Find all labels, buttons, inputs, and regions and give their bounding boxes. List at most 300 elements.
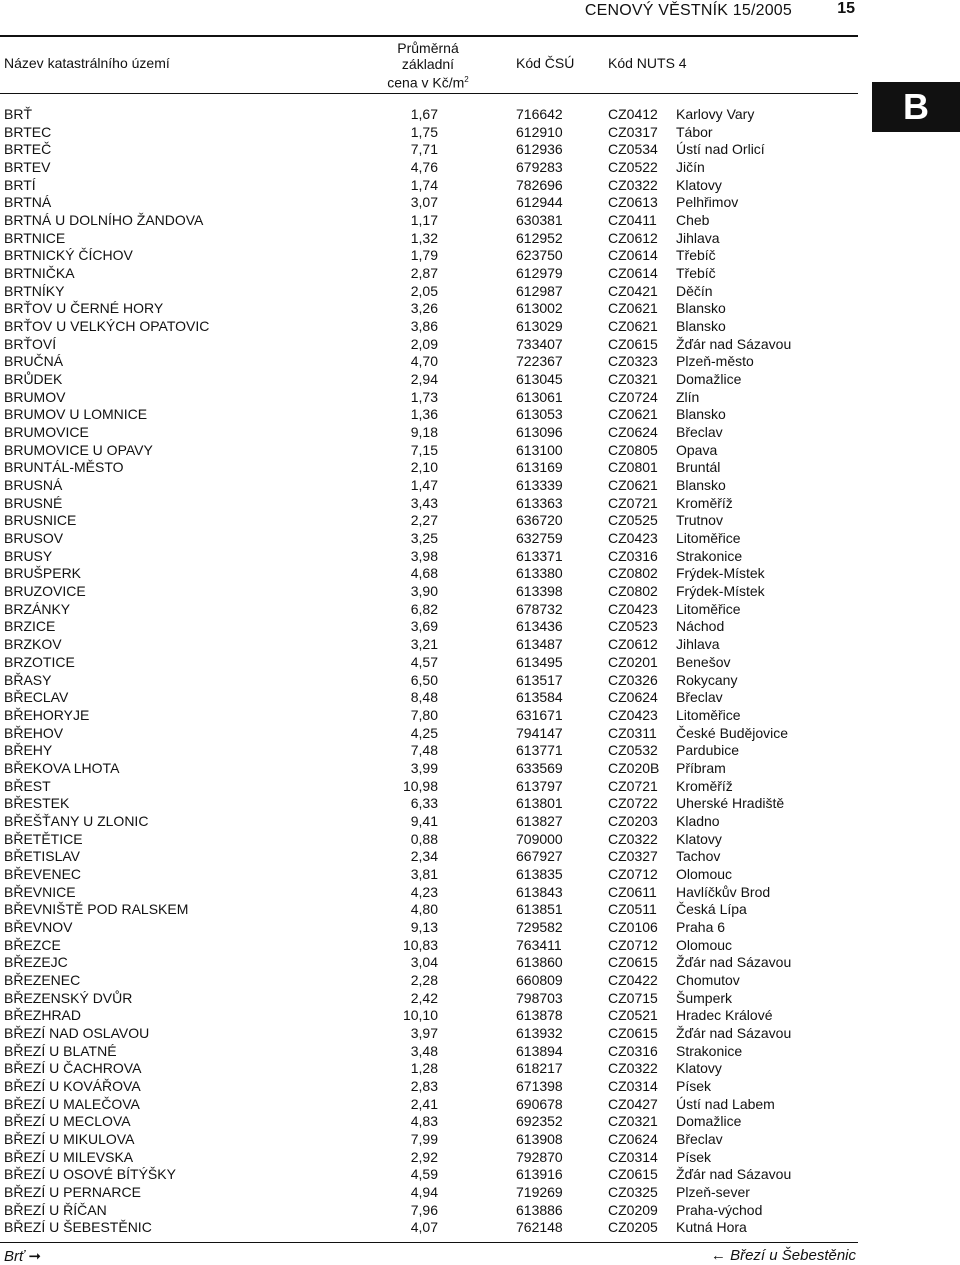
cell-district: Žďár nad Sázavou: [676, 335, 792, 352]
cell-price: 1,28: [410, 1060, 438, 1077]
cell-nuts: CZ0534: [608, 141, 658, 158]
cell-district: Litoměřice: [676, 600, 741, 617]
cell-price: 1,17: [410, 212, 438, 229]
cell-nuts: CZ0314: [608, 1148, 658, 1165]
cell-csu: 763411: [516, 936, 562, 953]
cell-district: Rokycany: [676, 671, 738, 688]
table-row: [0, 336, 858, 354]
cell-name: BŘEZEJC: [4, 954, 68, 971]
table-row: [0, 530, 858, 548]
cell-name: BŘEZÍ U ŠEBESTĚNIC: [4, 1219, 152, 1236]
cell-price: 2,83: [410, 1077, 438, 1094]
cell-nuts: CZ0621: [608, 300, 658, 317]
cell-price: 4,94: [410, 1183, 438, 1200]
cell-price: 9,18: [410, 424, 438, 441]
cell-csu: 671398: [516, 1077, 563, 1094]
cell-district: Žďár nad Sázavou: [676, 1166, 792, 1183]
cell-name: BŘEZÍ U MALEČOVA: [4, 1095, 140, 1112]
cell-csu: 719269: [516, 1183, 563, 1200]
cell-price: 4,07: [410, 1219, 438, 1236]
cell-price: 3,21: [410, 636, 438, 653]
cell-csu: 733407: [516, 335, 563, 352]
cell-csu: 613878: [516, 1007, 563, 1024]
cell-nuts: CZ0525: [608, 512, 658, 529]
cell-nuts: CZ0423: [608, 530, 658, 547]
cell-csu: 612944: [516, 194, 563, 211]
cell-csu: 623750: [516, 247, 563, 264]
cell-name: BŘEZÍ U MIKULOVA: [4, 1130, 135, 1147]
table-row: [0, 194, 858, 212]
cell-csu: 613487: [516, 636, 563, 653]
cell-name: BŘEŠŤANY U ZLONIC: [4, 812, 149, 829]
column-header-price: [380, 40, 476, 91]
cell-csu: 613886: [516, 1201, 563, 1218]
cell-price: 1,79: [410, 247, 438, 264]
cell-nuts: CZ0712: [608, 865, 658, 882]
cell-price: 7,80: [410, 706, 438, 723]
cell-nuts: CZ0802: [608, 583, 658, 600]
cell-csu: 613002: [516, 300, 563, 317]
cell-csu: 709000: [516, 830, 563, 847]
cell-nuts: CZ0423: [608, 600, 658, 617]
cell-name: BRUSOV: [4, 530, 64, 547]
cell-nuts: CZ0316: [608, 547, 658, 564]
cell-district: Klatovy: [676, 830, 722, 847]
table-row: [0, 654, 858, 672]
cell-district: Třebíč: [676, 247, 716, 264]
cell-csu: 613096: [516, 424, 563, 441]
cell-name: BŘEZÍ U PERNARCE: [4, 1183, 141, 1200]
cell-nuts: CZ0532: [608, 742, 658, 759]
table-row: [0, 884, 858, 902]
table-row: [0, 283, 858, 301]
cell-csu: 613827: [516, 812, 563, 829]
cell-district: Jihlava: [676, 229, 720, 246]
cell-price: 4,59: [410, 1166, 438, 1183]
cell-csu: 613169: [516, 459, 563, 476]
cell-nuts: CZ0614: [608, 247, 658, 264]
cell-price: 3,43: [410, 494, 438, 511]
cell-price: 7,96: [410, 1201, 438, 1218]
cell-district: Žďár nad Sázavou: [676, 954, 792, 971]
cell-csu: 613053: [516, 406, 563, 423]
cell-name: BRUZOVICE: [4, 583, 86, 600]
cell-price: 3,69: [410, 618, 438, 635]
table-row: [0, 725, 858, 743]
table-row: [0, 565, 858, 583]
cell-name: BRUNTÁL-MĚSTO: [4, 459, 124, 476]
cell-name: BŘEZÍ U ŘÍČAN: [4, 1201, 107, 1218]
table-row: [0, 1184, 858, 1202]
cell-district: Uherské Hradiště: [676, 795, 785, 812]
cell-nuts: CZ0614: [608, 265, 658, 282]
cell-price: 2,10: [410, 459, 438, 476]
table-row: [0, 1096, 858, 1114]
cell-nuts: CZ020B: [608, 759, 660, 776]
cell-price: 7,99: [410, 1130, 438, 1147]
cell-csu: 632759: [516, 530, 563, 547]
cell-nuts: CZ0322: [608, 1060, 658, 1077]
cell-price: 2,41: [410, 1095, 438, 1112]
cell-district: Olomouc: [676, 936, 733, 953]
cell-csu: 716642: [516, 106, 563, 122]
table-row: [0, 1025, 858, 1043]
cell-district: Kroměříž: [676, 777, 733, 794]
cell-price: 2,87: [410, 265, 438, 282]
table-row: [0, 265, 858, 283]
cell-price: 2,42: [410, 989, 438, 1006]
cell-nuts: CZ0209: [608, 1201, 658, 1218]
cell-district: Litoměřice: [676, 530, 741, 547]
cell-price: 1,67: [410, 106, 438, 122]
table-row: [0, 424, 858, 442]
cell-price: 10,83: [402, 936, 438, 953]
cell-district: Blansko: [676, 300, 726, 317]
cell-name: BŘASY: [4, 671, 52, 688]
cell-price: 3,99: [410, 759, 438, 776]
cell-csu: 636720: [516, 512, 563, 529]
cell-nuts: CZ0411: [608, 212, 657, 229]
cell-district: Karlovy Vary: [676, 106, 755, 122]
table-row: [0, 353, 858, 371]
cell-nuts: CZ0721: [608, 777, 658, 794]
cell-district: Jičín: [676, 159, 705, 176]
cell-name: BŘEHY: [4, 742, 53, 759]
cadastral-table: [0, 106, 858, 1237]
cell-district: Klatovy: [676, 1060, 722, 1077]
cell-csu: 612952: [516, 229, 563, 246]
table-row: [0, 106, 858, 124]
cell-name: BRUŠPERK: [4, 565, 82, 582]
cell-name: BRZKOV: [4, 636, 62, 653]
running-header: [0, 0, 858, 36]
table-row: [0, 1131, 858, 1149]
table-row: [0, 1166, 858, 1184]
cell-price: 3,98: [410, 547, 438, 564]
cell-district: Tábor: [676, 123, 713, 140]
cell-price: 4,76: [410, 159, 438, 176]
table-row: [0, 141, 858, 159]
cell-district: Domažlice: [676, 371, 742, 388]
cell-district: Chomutov: [676, 971, 740, 988]
table-row: [0, 990, 858, 1008]
cell-csu: 613339: [516, 477, 563, 494]
cell-csu: 613843: [516, 883, 563, 900]
table-row: [0, 760, 858, 778]
cell-price: 3,97: [410, 1024, 438, 1041]
table-row: [0, 618, 858, 636]
cell-district: Klatovy: [676, 176, 722, 193]
cell-district: Bruntál: [676, 459, 721, 476]
table-row: [0, 230, 858, 248]
cell-csu: 613436: [516, 618, 563, 635]
cell-name: BRUMOV: [4, 388, 66, 405]
cell-name: BŘEZÍ U MECLOVA: [4, 1113, 131, 1130]
cell-nuts: CZ0624: [608, 1130, 658, 1147]
cell-name: BŘEHOV: [4, 724, 64, 741]
cell-name: BRZOTICE: [4, 653, 75, 670]
cell-nuts: CZ0721: [608, 494, 658, 511]
cell-price: 3,86: [410, 318, 438, 335]
table-row: [0, 972, 858, 990]
cell-csu: 782696: [516, 176, 563, 193]
table-row: [0, 707, 858, 725]
cell-name: BŘETĚTICE: [4, 830, 83, 847]
cell-district: Písek: [676, 1148, 712, 1165]
cell-csu: 612936: [516, 141, 563, 158]
cell-district: Žďár nad Sázavou: [676, 1024, 792, 1041]
cell-nuts: CZ0314: [608, 1077, 658, 1094]
cell-district: Kroměříž: [676, 494, 733, 511]
cell-csu: 792870: [516, 1148, 563, 1165]
cell-name: BRŤOV U ČERNÉ HORY: [4, 300, 164, 317]
cell-price: 2,05: [410, 282, 438, 299]
cell-csu: 762148: [516, 1219, 563, 1236]
cell-name: BRUMOVICE U OPAVY: [4, 441, 153, 458]
cell-name: BŘEZHRAD: [4, 1007, 82, 1024]
table-row: [0, 848, 858, 866]
table-row: [0, 442, 858, 460]
price-header-unit: cena v Kč/m: [387, 74, 465, 91]
cell-name: BRUSY: [4, 547, 53, 564]
cell-nuts: CZ0412: [608, 106, 658, 122]
cell-name: BŘEZCE: [4, 936, 61, 953]
footer-divider: [0, 1242, 858, 1243]
cell-name: BŘEZÍ U ČACHROVA: [4, 1060, 142, 1077]
cell-csu: 613916: [516, 1166, 563, 1183]
table-row: [0, 124, 858, 142]
cell-name: BRUMOV U LOMNICE: [4, 406, 148, 423]
cell-price: 2,28: [410, 971, 438, 988]
cell-nuts: CZ0205: [608, 1219, 658, 1236]
first-entry-text: Brť: [4, 1248, 25, 1265]
cell-name: BŘEZÍ U MILEVSKA: [4, 1148, 134, 1165]
cell-nuts: CZ0802: [608, 565, 658, 582]
cell-district: Havlíčkův Brod: [676, 883, 771, 900]
cell-nuts: CZ0316: [608, 1042, 658, 1059]
cell-district: Plzeň-sever: [676, 1183, 750, 1200]
cell-name: BRŤOVÍ: [4, 335, 57, 352]
cell-price: 7,48: [410, 742, 438, 759]
cell-nuts: CZ0325: [608, 1183, 658, 1200]
table-row: [0, 548, 858, 566]
cell-name: BŘEST: [4, 777, 51, 794]
cell-nuts: CZ0322: [608, 830, 658, 847]
cell-csu: 613100: [516, 441, 563, 458]
cell-price: 3,04: [410, 954, 438, 971]
cell-price: 4,25: [410, 724, 438, 741]
cell-nuts: CZ0523: [608, 618, 658, 635]
cell-nuts: CZ0311: [608, 724, 657, 741]
cell-price: 1,32: [410, 229, 438, 246]
cell-price: 4,57: [410, 653, 438, 670]
table-row: [0, 866, 858, 884]
cell-csu: 631671: [516, 706, 563, 723]
column-header-nuts: Kód NUTS 4: [608, 55, 687, 71]
table-row: [0, 901, 858, 919]
cell-price: 7,71: [410, 141, 438, 158]
cell-name: BRTÍ: [4, 176, 36, 193]
cell-csu: 630381: [516, 212, 563, 229]
table-row: [0, 212, 858, 230]
cell-district: Opava: [676, 441, 718, 458]
cell-price: 9,41: [410, 812, 438, 829]
cell-price: 1,75: [410, 123, 438, 140]
cell-district: Česká Lípa: [676, 901, 747, 918]
left-arrow-icon: ←: [710, 1247, 726, 1264]
cell-name: BŘEZÍ U BLATNÉ: [4, 1042, 117, 1059]
cell-csu: 667927: [516, 848, 563, 865]
cell-name: BRŤOV U VELKÝCH OPATOVIC: [4, 318, 210, 335]
cell-csu: 613908: [516, 1130, 563, 1147]
cell-nuts: CZ0615: [608, 954, 658, 971]
cell-district: Benešov: [676, 653, 731, 670]
cell-csu: 613495: [516, 653, 563, 670]
table-row: [0, 672, 858, 690]
cell-price: 4,83: [410, 1113, 438, 1130]
cell-name: BŘEHORYJE: [4, 706, 90, 723]
cell-district: Břeclav: [676, 1130, 723, 1147]
cell-csu: 794147: [516, 724, 563, 741]
cell-price: 6,82: [410, 600, 438, 617]
cell-nuts: CZ0621: [608, 318, 658, 335]
cell-name: BRTNICE: [4, 229, 66, 246]
cell-csu: 612987: [516, 282, 563, 299]
cell-csu: 690678: [516, 1095, 563, 1112]
cell-price: 2,92: [410, 1148, 438, 1165]
cell-district: Ústí nad Labem: [676, 1095, 775, 1112]
journal-title: CENOVÝ VĚSTNÍK 15/2005: [584, 2, 792, 19]
table-row: [0, 1060, 858, 1078]
cell-price: 3,81: [410, 865, 438, 882]
cell-csu: 678732: [516, 600, 563, 617]
table-row: [0, 601, 858, 619]
cell-price: 1,47: [410, 477, 438, 494]
cell-nuts: CZ0624: [608, 424, 658, 441]
cell-name: BŘEKOVA LHOTA: [4, 759, 120, 776]
table-row: [0, 1149, 858, 1167]
cell-district: Zlín: [676, 388, 700, 405]
table-row: [0, 813, 858, 831]
cell-district: Příbram: [676, 759, 726, 776]
cell-price: 10,10: [402, 1007, 438, 1024]
cell-csu: 613584: [516, 689, 563, 706]
header-divider: [0, 35, 858, 37]
cell-district: Břeclav: [676, 424, 723, 441]
cell-district: Cheb: [676, 212, 710, 229]
cell-district: Pardubice: [676, 742, 740, 759]
cell-price: 2,94: [410, 371, 438, 388]
cell-csu: 679283: [516, 159, 563, 176]
cell-nuts: CZ0327: [608, 848, 658, 865]
cell-district: Pelhřimov: [676, 194, 739, 211]
cell-csu: 613061: [516, 388, 563, 405]
cell-csu: 613371: [516, 547, 563, 564]
cell-nuts: CZ0522: [608, 159, 658, 176]
page-number: 15: [837, 0, 855, 17]
cell-name: BŘEVNIŠTĚ POD RALSKEM: [4, 901, 189, 918]
table-row: [0, 937, 858, 955]
cell-price: 4,80: [410, 901, 438, 918]
cell-csu: 618217: [516, 1060, 563, 1077]
cell-price: 2,27: [410, 512, 438, 529]
cell-price: 6,33: [410, 795, 438, 812]
cell-csu: 613517: [516, 671, 563, 688]
table-row: [0, 512, 858, 530]
cell-name: BRTNÁ: [4, 194, 52, 211]
column-header-name: Název katastrálního území: [4, 55, 170, 71]
cell-district: Břeclav: [676, 689, 723, 706]
table-row: [0, 1007, 858, 1025]
cell-price: 4,23: [410, 883, 438, 900]
cell-name: BŘEZENEC: [4, 971, 81, 988]
table-row: [0, 954, 858, 972]
cell-csu: 613894: [516, 1042, 563, 1059]
table-row: [0, 477, 858, 495]
cell-csu: 613363: [516, 494, 563, 511]
last-entry-text: Březí u Šebestěnic: [730, 1247, 856, 1264]
table-row: [0, 371, 858, 389]
cell-name: BRUČNÁ: [4, 353, 64, 370]
cell-csu: 798703: [516, 989, 563, 1006]
cell-nuts: CZ0621: [608, 477, 658, 494]
cell-nuts: CZ0712: [608, 936, 658, 953]
cell-district: Praha-východ: [676, 1201, 763, 1218]
cell-csu: 612910: [516, 123, 563, 140]
cell-nuts: CZ0201: [608, 653, 658, 670]
price-header-superscript: 2: [464, 75, 469, 84]
cell-price: 10,98: [402, 777, 438, 794]
cell-nuts: CZ0521: [608, 1007, 658, 1024]
cell-price: 8,48: [410, 689, 438, 706]
cell-name: BRZICE: [4, 618, 56, 635]
cell-name: BŘEVNOV: [4, 918, 73, 935]
cell-name: BRTNÍKY: [4, 282, 65, 299]
cell-csu: 722367: [516, 353, 563, 370]
table-row: [0, 389, 858, 407]
cell-price: 2,34: [410, 848, 438, 865]
cell-nuts: CZ0321: [608, 1113, 658, 1130]
cell-district: Jihlava: [676, 636, 720, 653]
footer-last-entry: [711, 1247, 856, 1264]
cell-csu: 660809: [516, 971, 563, 988]
cell-csu: 613797: [516, 777, 563, 794]
cell-price: 1,36: [410, 406, 438, 423]
cell-name: BŘEVNICE: [4, 883, 76, 900]
cell-nuts: CZ0421: [608, 282, 658, 299]
cell-district: Děčín: [676, 282, 713, 299]
cell-csu: 613851: [516, 901, 563, 918]
table-row: [0, 778, 858, 796]
cell-nuts: CZ0613: [608, 194, 658, 211]
table-row: [0, 831, 858, 849]
cell-nuts: CZ0611: [608, 883, 657, 900]
table-row: [0, 1078, 858, 1096]
cell-nuts: CZ0422: [608, 971, 658, 988]
cell-district: Frýdek-Místek: [676, 565, 765, 582]
cell-csu: 613835: [516, 865, 563, 882]
cell-nuts: CZ0722: [608, 795, 658, 812]
table-row: [0, 1202, 858, 1220]
cell-district: Strakonice: [676, 1042, 743, 1059]
cell-price: 9,13: [410, 918, 438, 935]
cell-district: České Budějovice: [676, 724, 789, 741]
cell-district: Náchod: [676, 618, 725, 635]
cell-nuts: CZ0423: [608, 706, 658, 723]
cell-district: Litoměřice: [676, 706, 741, 723]
cell-price: 3,26: [410, 300, 438, 317]
cell-csu: 692352: [516, 1113, 563, 1130]
